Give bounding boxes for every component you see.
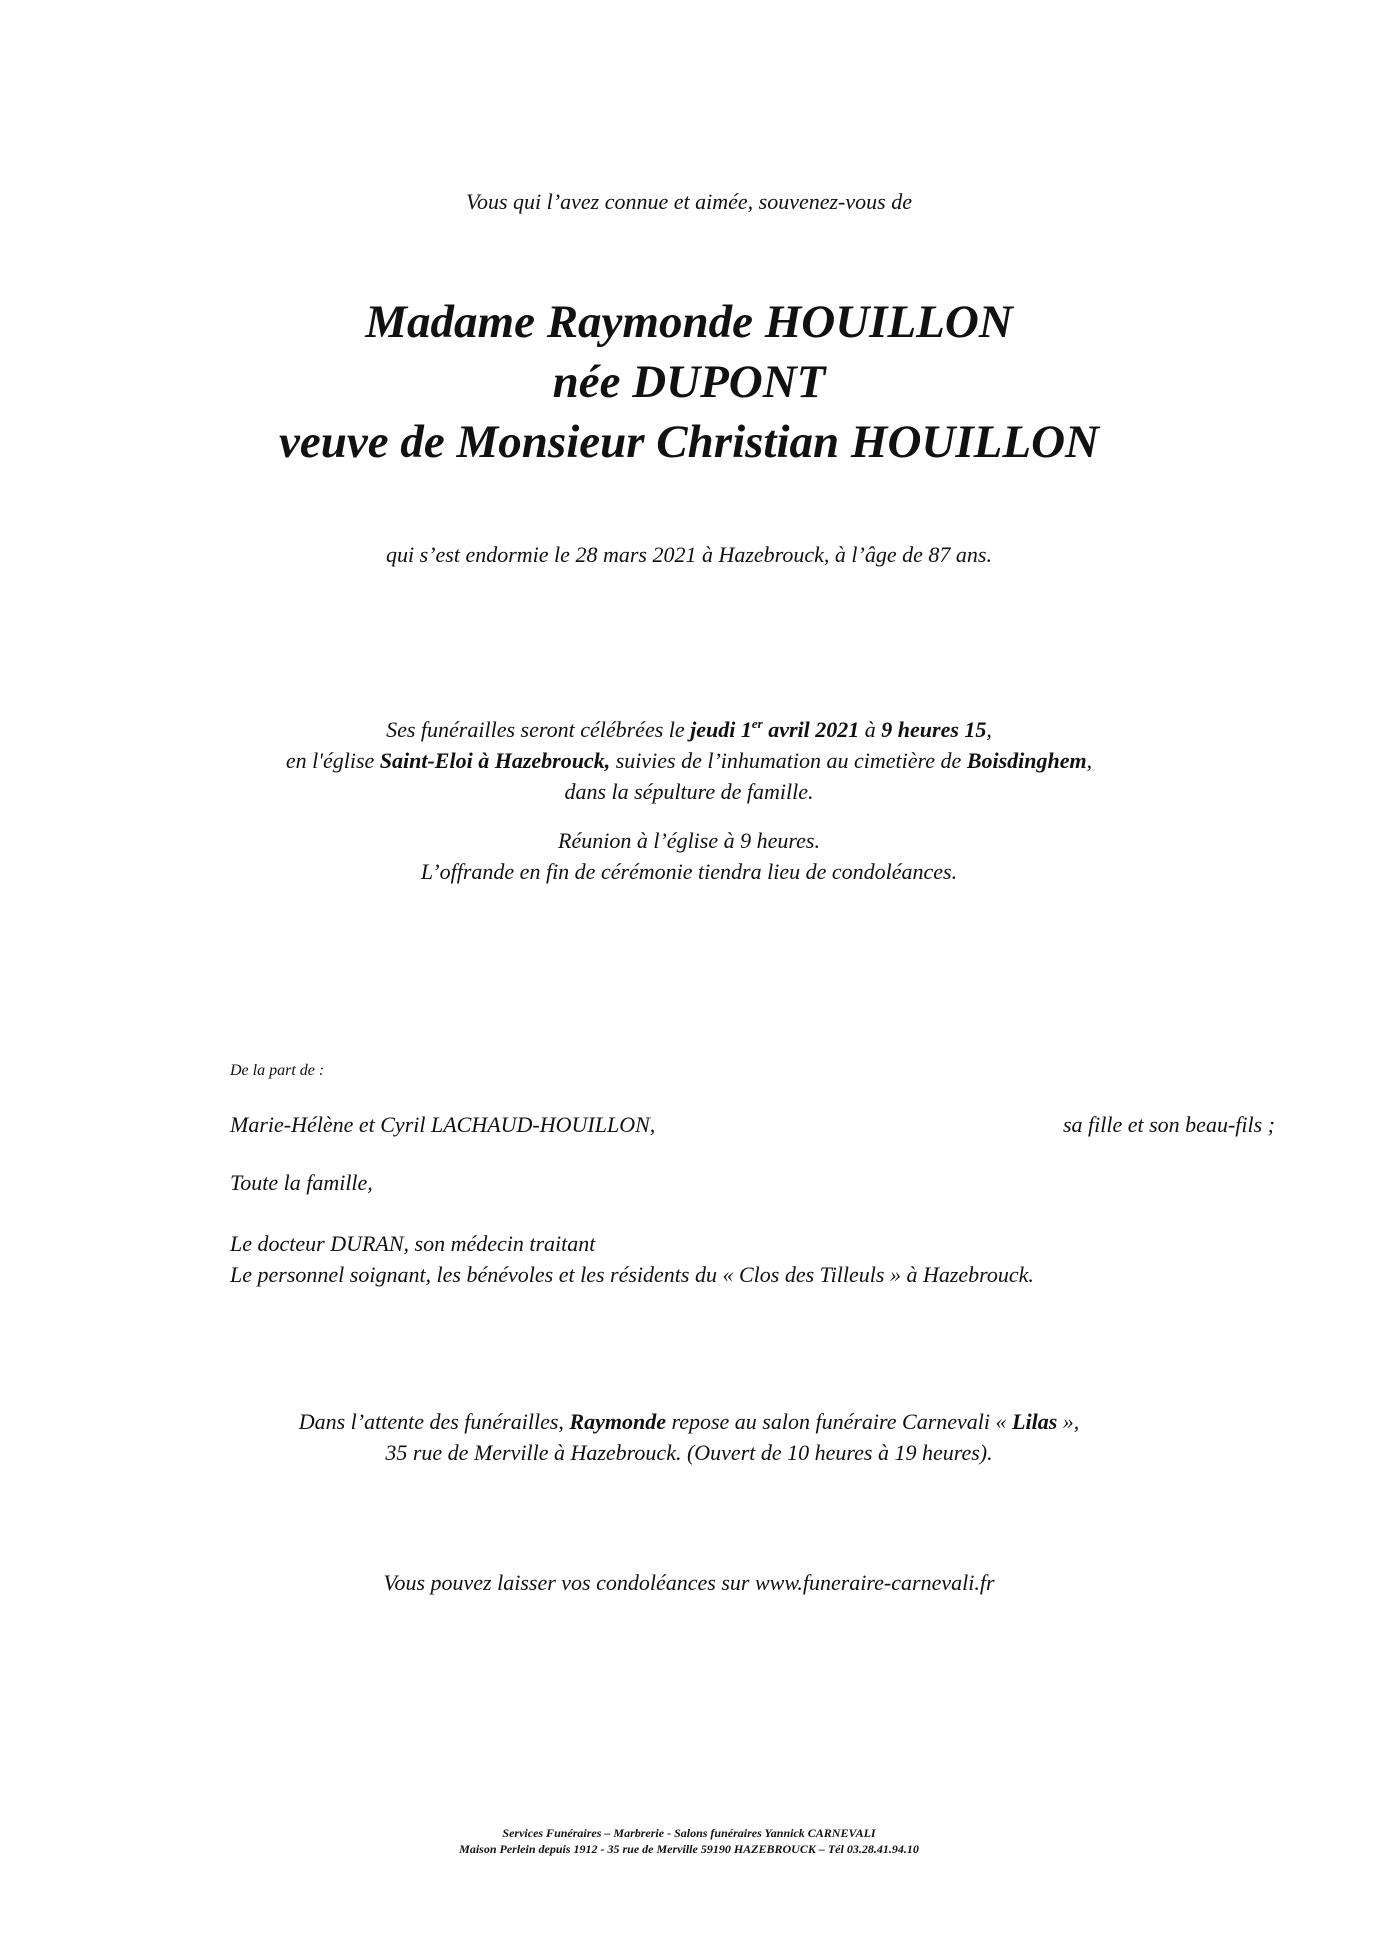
meeting-line-1: Réunion à l’église à 9 heures.	[558, 828, 820, 853]
funeral-date	[690, 717, 859, 742]
footer-line-1: Services Funéraires – Marbrerie - Salons funéraires Yannick CARNEVALI	[502, 1826, 876, 1840]
funeral-text: ,	[1086, 748, 1093, 773]
salon-line-2: 35 rue de Merville à Hazebrouck. (Ouvert de 10 heures à 19 heures).	[385, 1440, 993, 1465]
condolences-website: Vous pouvez laisser vos condoléances sur www.funeraire-carnevali.fr	[383, 1570, 995, 1595]
meeting-line-2: L’offrande en fin de cérémonie tiendra lieu de condoléances.	[420, 859, 958, 884]
funeral-time: 9 heures 15	[881, 717, 987, 742]
funeral-line-3: dans la sépulture de famille.	[564, 779, 814, 804]
doctor-line: Le docteur DURAN, son médecin traitant	[230, 1231, 596, 1256]
family-member-relation: sa fille et son beau-fils ;	[1062, 1112, 1275, 1137]
funeral-text: Ses funérailles seront célébrées le	[386, 717, 691, 742]
spouse-name: veuve de Monsieur Christian HOUILLON	[279, 416, 1099, 468]
family-member-name: Marie-Hélène et Cyril LACHAUD-HOUILLON,	[230, 1112, 656, 1137]
care-team	[230, 1228, 1034, 1290]
funeral-text: ,	[986, 717, 992, 742]
salon-text: repose au salon funéraire Carnevali «	[665, 1409, 1013, 1434]
funeral-line-2	[0, 745, 1378, 776]
footer	[0, 1825, 1378, 1857]
funeral-date-sup: er	[751, 716, 763, 731]
salon-details	[0, 1406, 1378, 1468]
funeral-text: à	[859, 717, 882, 742]
deceased-name-block	[0, 292, 1378, 472]
meeting-details	[0, 825, 1378, 887]
maiden-name: née DUPONT	[552, 356, 826, 408]
funeral-details	[0, 714, 1378, 807]
family-row-daughter	[230, 1112, 1275, 1138]
funeral-text: suivies de l’inhumation au cimetière de	[610, 748, 967, 773]
church-name: Saint-Eloi à Hazebrouck,	[379, 748, 611, 773]
from-label: De la part de :	[230, 1062, 325, 1079]
funeral-date-month: avril 2021	[762, 717, 860, 742]
funeral-date-day: jeudi 1	[690, 717, 752, 742]
funeral-line-1	[0, 714, 1378, 745]
deceased-name: Madame Raymonde HOUILLON	[365, 296, 1013, 348]
salon-deceased-firstname: Raymonde	[569, 1409, 666, 1434]
footer-line-2: Maison Perlein depuis 1912 - 35 rue de Merville 59190 HAZEBROUCK – Tél 03.28.41.94.10	[459, 1842, 919, 1856]
cemetery-name: Boisdinghem	[966, 748, 1087, 773]
salon-line-1	[0, 1406, 1378, 1437]
salon-text: »,	[1057, 1409, 1080, 1434]
staff-line: Le personnel soignant, les bénévoles et les résidents du « Clos des Tilleuls » à Hazebrouck.	[230, 1262, 1034, 1287]
death-notice: qui s’est endormie le 28 mars 2021 à Hazebrouck, à l’âge de 87 ans.	[386, 542, 992, 567]
family-all: Toute la famille,	[230, 1170, 373, 1195]
salon-room-name: Lilas	[1012, 1409, 1058, 1434]
funeral-text: en l'église	[285, 748, 380, 773]
intro-text: Vous qui l’avez connue et aimée, souvenez-vous de	[466, 189, 912, 214]
salon-text: Dans l’attente des funérailles,	[298, 1409, 570, 1434]
